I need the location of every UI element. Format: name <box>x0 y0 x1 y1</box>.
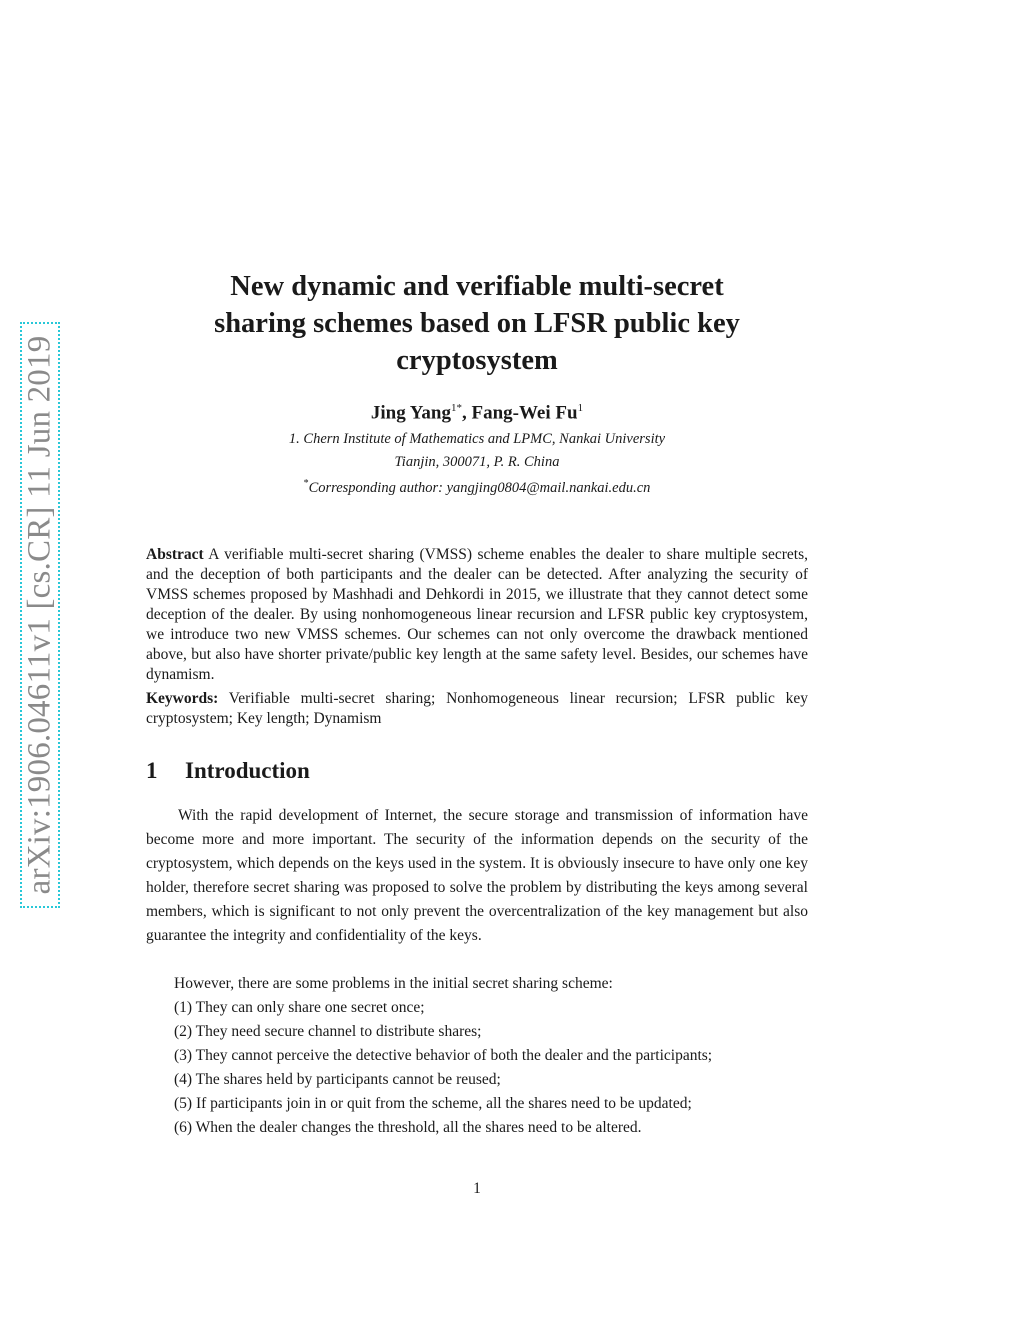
keywords-label: Keywords: <box>146 690 219 707</box>
author-affiliation-mark: 1* <box>450 402 462 414</box>
title-line-1: New dynamic and verifiable multi-secret <box>230 271 724 302</box>
intro-paragraph: With the rapid development of Internet, the secure storage and transmission of information have become more and more important. The security of the information depends on the security of the cryptosystem, which depends on the keys used in the system. It is obviously insecure to have only one key holder, therefore secret sharing was proposed to solve the problem by distributing the keys among several members, which is significant to not only prevent the overcentralization of the key management but also guarantee the integrity and confidentiality of the keys. <box>146 807 808 944</box>
corresponding-author <box>146 478 808 497</box>
affiliation-location: Tianjin, 300071, P. R. China <box>394 454 560 470</box>
title-line-3: cryptosystem <box>396 345 558 376</box>
list-item: (4) The shares held by participants cannot be reused; <box>174 1071 501 1088</box>
author-affiliation-mark: 1 <box>577 402 584 414</box>
list-item: (5) If participants join in or quit from the scheme, all the shares need to be updated; <box>174 1095 692 1112</box>
author-separator: , <box>461 402 472 424</box>
section-number: 1 <box>146 758 158 783</box>
arxiv-stamp <box>20 322 60 908</box>
keywords <box>146 689 808 729</box>
author-name: Jing Yang <box>370 402 451 424</box>
paper-title <box>146 268 808 379</box>
corresponding-author-text: Corresponding author: yangjing0804@mail.nankai.edu.cn <box>308 479 651 496</box>
problems-lead: However, there are some problems in the initial secret sharing scheme: <box>174 975 613 992</box>
keywords-text: Verifiable multi-secret sharing; Nonhomogeneous linear recursion; LFSR public key cryptosystem; Key length; Dynamism <box>146 690 808 727</box>
corresponding-mark: * <box>303 478 309 489</box>
list-item: (6) When the dealer changes the threshold, all the shares need to be altered. <box>174 1119 642 1136</box>
list-item: (3) They cannot perceive the detective behavior of both the dealer and the participants; <box>174 1047 713 1064</box>
authors <box>146 402 808 424</box>
abstract <box>146 545 808 685</box>
abstract-label: Abstract <box>146 546 204 563</box>
problems-list <box>174 996 712 1140</box>
abstract-text: A verifiable multi-secret sharing (VMSS) scheme enables the dealer to share multiple secrets, and the deception of both participants and the dealer can be detected. After analyzing the security of VMSS schemes proposed by Mashhadi and Dehkordi in 2015, we illustrate that they cannot detect some deception of the dealer. By using nonhomogeneous linear recursion and LFSR public key cryptosystem, we introduce two new VMSS schemes. Our schemes can not only overcome the drawback mentioned above, but also have shorter private/public key length at the same safety level. Besides, our schemes have dynamism. <box>146 546 808 683</box>
list-item: (2) They need secure channel to distribute shares; <box>174 1023 482 1040</box>
section-heading <box>146 758 310 784</box>
author-name: Fang-Wei Fu <box>471 402 578 424</box>
arxiv-identifier: arXiv:1906.04611v1 [cs.CR] 11 Jun 2019 <box>21 335 58 895</box>
section-title: Introduction <box>185 758 310 783</box>
list-item: (1) They can only share one secret once; <box>174 999 425 1016</box>
affiliation-institute: 1. Chern Institute of Mathematics and LPMC, Nankai University <box>288 431 666 447</box>
page-number: 1 <box>473 1180 481 1197</box>
title-line-2: sharing schemes based on LFSR public key <box>214 308 740 339</box>
